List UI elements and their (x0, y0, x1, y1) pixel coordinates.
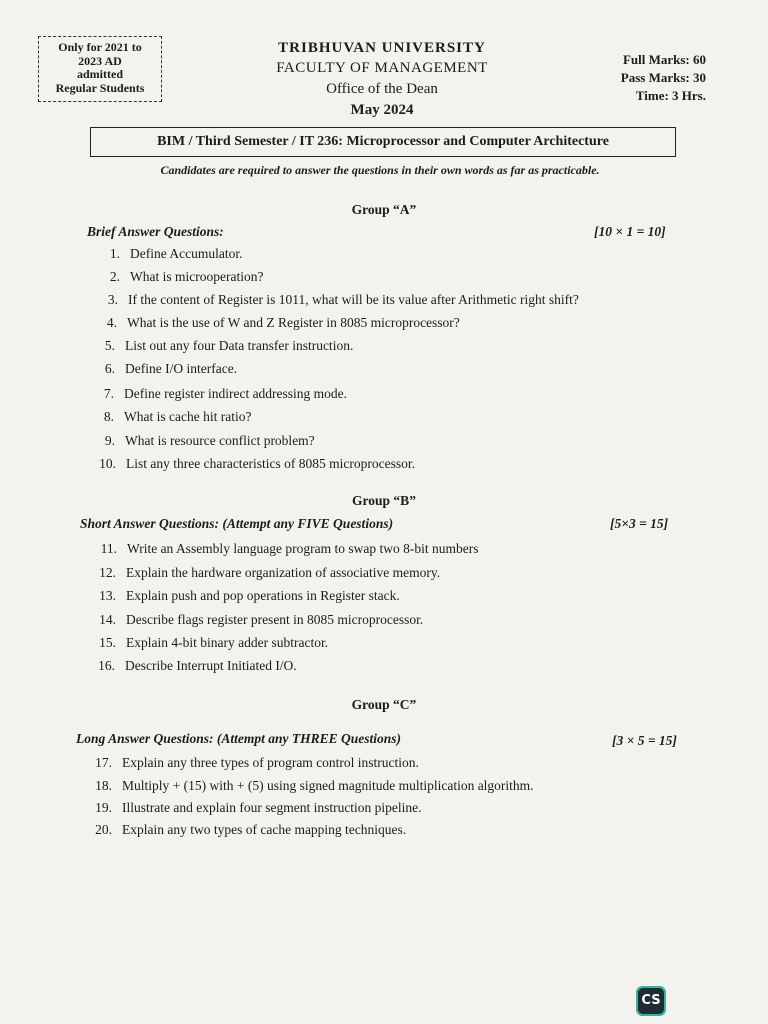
course-title: BIM / Third Semester / IT 236: Microprocessor and Computer Architecture (90, 127, 676, 157)
question-number: 4. (106, 315, 117, 330)
question-text: Write an Assembly language program to swap two 8-bit numbers (127, 541, 479, 556)
question-item (99, 634, 329, 652)
exam-time: Time: 3 Hrs. (635, 88, 706, 103)
group-c-title: Group “C” (351, 697, 417, 712)
question-number: 17. (95, 755, 112, 770)
question-text: Describe Interrupt Initiated I/O. (125, 658, 297, 673)
question-item (99, 564, 441, 582)
question-item (95, 821, 407, 839)
question-item (99, 587, 400, 605)
question-item (103, 408, 252, 426)
question-item (107, 291, 579, 309)
full-marks: Full Marks: 60 (622, 52, 706, 67)
group-c-points: [3 × 5 = 15] (612, 733, 677, 748)
question-item (95, 799, 422, 817)
question-number: 7. (103, 386, 114, 401)
question-number: 3. (107, 292, 118, 307)
pass-marks: Pass Marks: 30 (620, 70, 706, 85)
question-item (104, 337, 354, 355)
question-number: 19. (95, 800, 112, 815)
question-number: 12. (99, 565, 116, 580)
question-text: Define register indirect addressing mode. (124, 386, 348, 401)
question-text: What is the use of W and Z Register in 8085 microprocessor? (127, 315, 460, 330)
question-text: What is microoperation? (130, 269, 264, 284)
stamp-line: admitted (77, 67, 123, 81)
question-text: What is cache hit ratio? (124, 409, 252, 424)
question-text: Explain any two types of cache mapping techniques. (122, 822, 407, 837)
stamp-line: Only for 2021 to (58, 40, 142, 54)
question-number: 10. (99, 456, 116, 471)
camscanner-icon: CS (636, 986, 666, 1016)
question-item (99, 611, 424, 629)
question-text: What is resource conflict problem? (125, 433, 315, 448)
question-number: 5. (104, 338, 115, 353)
faculty-name: FACULTY OF MANAGEMENT (276, 60, 488, 76)
group-a-points: [10 × 1 = 10] (594, 224, 666, 239)
question-text: Multiply + (15) with + (5) using signed magnitude multiplication algorithm. (122, 778, 534, 793)
question-item (104, 360, 238, 378)
question-text: Define Accumulator. (130, 246, 243, 261)
group-b-section: Short Answer Questions: (Attempt any FIVE Questions) (80, 516, 394, 531)
question-text: List out any four Data transfer instruction. (125, 338, 354, 353)
university-name: TRIBHUVAN UNIVERSITY (278, 40, 486, 56)
exam-date: May 2024 (350, 102, 414, 118)
question-text: If the content of Register is 1011, what will be its value after Arithmetic right shift? (128, 292, 579, 307)
office-name: Office of the Dean (326, 81, 438, 97)
group-b-points: [5×3 = 15] (610, 516, 669, 531)
group-c-section: Long Answer Questions: (Attempt any THREE Questions) (76, 731, 402, 746)
question-number: 15. (99, 635, 116, 650)
question-item (100, 540, 479, 558)
question-number: 1. (109, 246, 120, 261)
question-number: 6. (104, 361, 115, 376)
stamp-line: 2023 AD (78, 53, 122, 68)
question-number: 8. (103, 409, 114, 424)
question-text: Explain push and pop operations in Register stack. (126, 588, 400, 603)
question-item (95, 777, 534, 795)
question-number: 14. (99, 612, 116, 627)
question-text: Define I/O interface. (125, 361, 238, 376)
question-number: 18. (95, 778, 112, 793)
group-a-section: Brief Answer Questions: (87, 224, 224, 239)
question-item (109, 245, 243, 263)
question-number: 2. (109, 269, 120, 284)
question-item (98, 657, 297, 675)
question-number: 9. (104, 433, 115, 448)
question-number: 11. (100, 541, 117, 556)
question-text: Explain 4-bit binary adder subtractor. (126, 635, 329, 650)
question-item (95, 754, 419, 772)
question-text: Explain any three types of program control instruction. (122, 755, 419, 770)
question-text: Illustrate and explain four segment instruction pipeline. (122, 800, 422, 815)
question-item (106, 314, 460, 332)
stamp-line: Regular Students (55, 80, 145, 95)
question-number: 20. (95, 822, 112, 837)
question-item (104, 432, 315, 450)
question-text: Explain the hardware organization of associative memory. (126, 565, 441, 580)
question-item (99, 455, 416, 473)
question-text: Describe flags register present in 8085 microprocessor. (126, 612, 424, 627)
question-text: List any three characteristics of 8085 microprocessor. (126, 456, 416, 471)
question-item (103, 385, 348, 403)
instruction-text: Candidates are required to answer the questions in their own words as far as practicable. (160, 163, 600, 177)
question-item (109, 268, 264, 286)
question-number: 16. (98, 658, 115, 673)
group-b-title: Group “B” (352, 493, 416, 508)
question-number: 13. (99, 588, 116, 603)
group-a-title: Group “A” (351, 202, 417, 217)
